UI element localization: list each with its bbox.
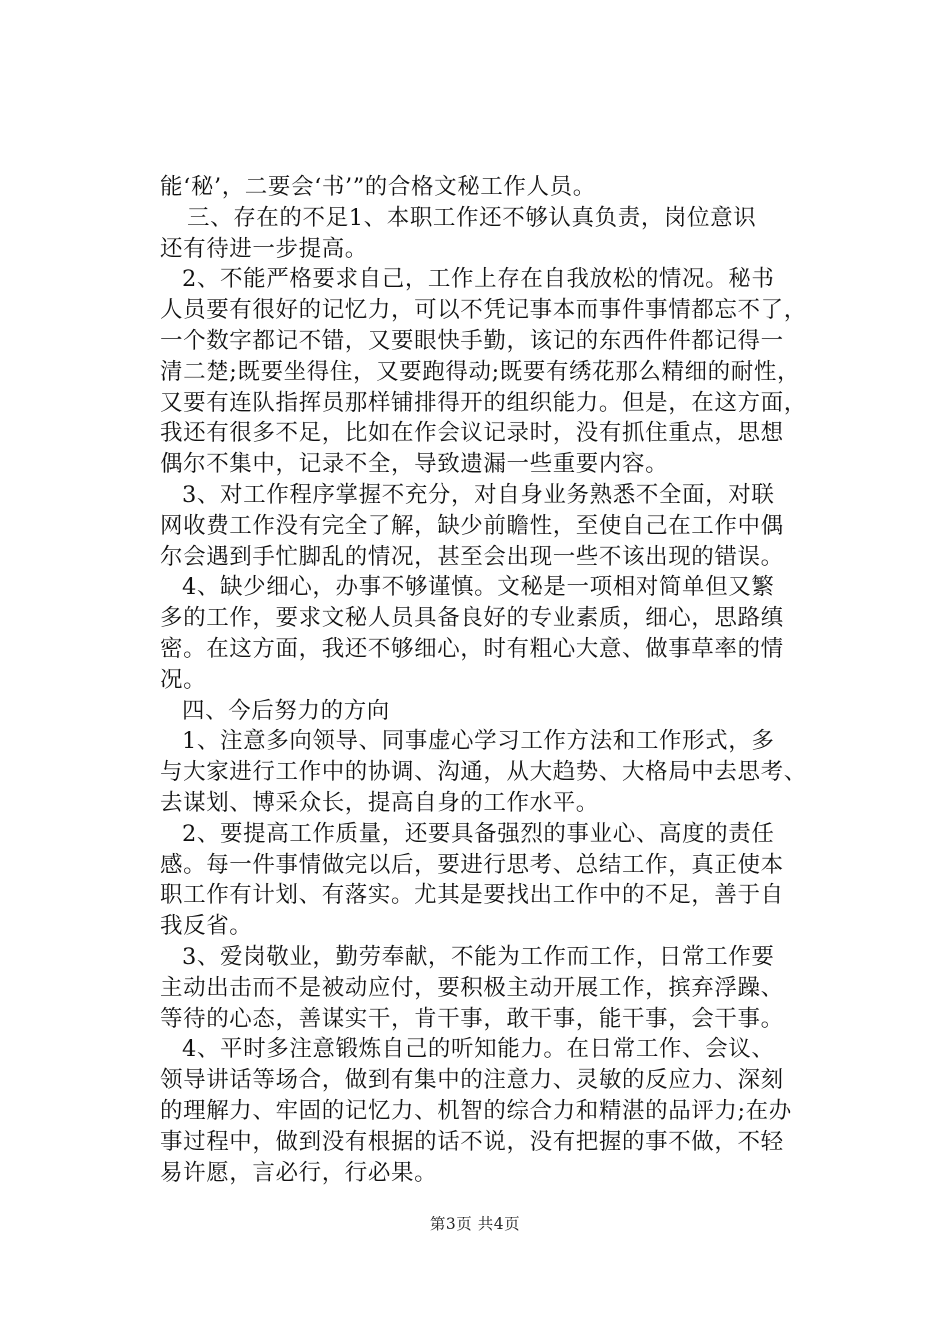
text-line: 易许愿，言必行，行必果。 bbox=[160, 1159, 438, 1186]
text-line: 况。 bbox=[160, 666, 207, 693]
paragraph-start: 4、缺少细心，办事不够谨慎。文秘是一项相对简单但又繁 bbox=[182, 574, 775, 601]
text-line: 能‘秘’，二要会‘书’”的合格文秘工作人员。 bbox=[160, 174, 596, 200]
text-line: 感。每一件事情做完以后，要进行思考、总结工作，真正使本 bbox=[160, 851, 784, 878]
text-line: 的理解力、牢固的记忆力、机智的综合力和精湛的品评力;在办 bbox=[160, 1097, 792, 1124]
text-line: 一个数字都记不错，又要眼快手勤，该记的东西件件都记得一 bbox=[160, 327, 784, 354]
page-number-label: 第3页 共4页 bbox=[429, 1215, 521, 1233]
text-line: 去谋划、博采众长，提高自身的工作水平。 bbox=[160, 789, 599, 816]
text-line: 偶尔不集中，记录不全，导致遗漏一些重要内容。 bbox=[160, 451, 669, 478]
text-line: 人员要有很好的记忆力，可以不凭记事本而事件事情都忘不了， bbox=[160, 297, 807, 324]
text-line: 领导讲话等场合，做到有集中的注意力、灵敏的反应力、深刻 bbox=[160, 1067, 784, 1094]
text-line: 我还有很多不足，比如在作会议记录时，没有抓住重点，思想 bbox=[160, 420, 784, 447]
document-body bbox=[160, 172, 840, 1188]
paragraph-start: 4、平时多注意锻炼自己的听知能力。在日常工作、会议、 bbox=[182, 1036, 775, 1063]
paragraph-start: 3、对工作程序掌握不充分，对自身业务熟悉不全面，对联 bbox=[182, 481, 775, 508]
page-footer bbox=[0, 1212, 950, 1234]
paragraph-start: 3、爱岗敬业，勤劳奉献，不能为工作而工作，日常工作要 bbox=[182, 943, 775, 970]
text-line: 密。在这方面，我还不够细心，时有粗心大意、做事草率的情 bbox=[160, 635, 784, 662]
text-line: 职工作有计划、有落实。尤其是要找出工作中的不足，善于自 bbox=[160, 882, 784, 909]
text-line: 多的工作，要求文秘人员具备良好的专业素质，细心，思路缜 bbox=[160, 605, 784, 632]
paragraph-start: 1、注意多向领导、同事虚心学习工作方法和工作形式，多 bbox=[182, 728, 775, 755]
paragraph-start: 2、不能严格要求自己，工作上存在自我放松的情况。秘书 bbox=[182, 266, 775, 293]
text-line: 尔会遇到手忙脚乱的情况，甚至会出现一些不该出现的错误。 bbox=[160, 543, 784, 570]
text-line: 主动出击而不是被动应付，要积极主动开展工作，摈弃浮躁、 bbox=[160, 974, 784, 1001]
section-heading-shortcomings: 三、存在的不足1、本职工作还不够认真负责，岗位意识 bbox=[187, 204, 757, 231]
text-line: 还有待进一步提高。 bbox=[160, 235, 368, 262]
text-line: 事过程中，做到没有根据的话不说，没有把握的事不做，不轻 bbox=[160, 1128, 784, 1155]
text-line: 等待的心态，善谋实干，肯干事，敢干事，能干事，会干事。 bbox=[160, 1005, 784, 1032]
text-line: 网收费工作没有完全了解，缺少前瞻性，至使自己在工作中偶 bbox=[160, 512, 784, 539]
text-line: 与大家进行工作中的协调、沟通，从大趋势、大格局中去思考、 bbox=[160, 759, 807, 786]
text-line: 清二楚;既要坐得住，又要跑得动;既要有绣花那么精细的耐性， bbox=[160, 358, 801, 385]
paragraph-start: 2、要提高工作质量，还要具备强烈的事业心、高度的责任 bbox=[182, 820, 775, 847]
section-heading-future: 四、今后努力的方向 bbox=[182, 697, 390, 724]
text-line: 又要有连队指挥员那样铺排得开的组织能力。但是，在这方面， bbox=[160, 389, 807, 416]
text-line: 我反省。 bbox=[160, 913, 253, 940]
